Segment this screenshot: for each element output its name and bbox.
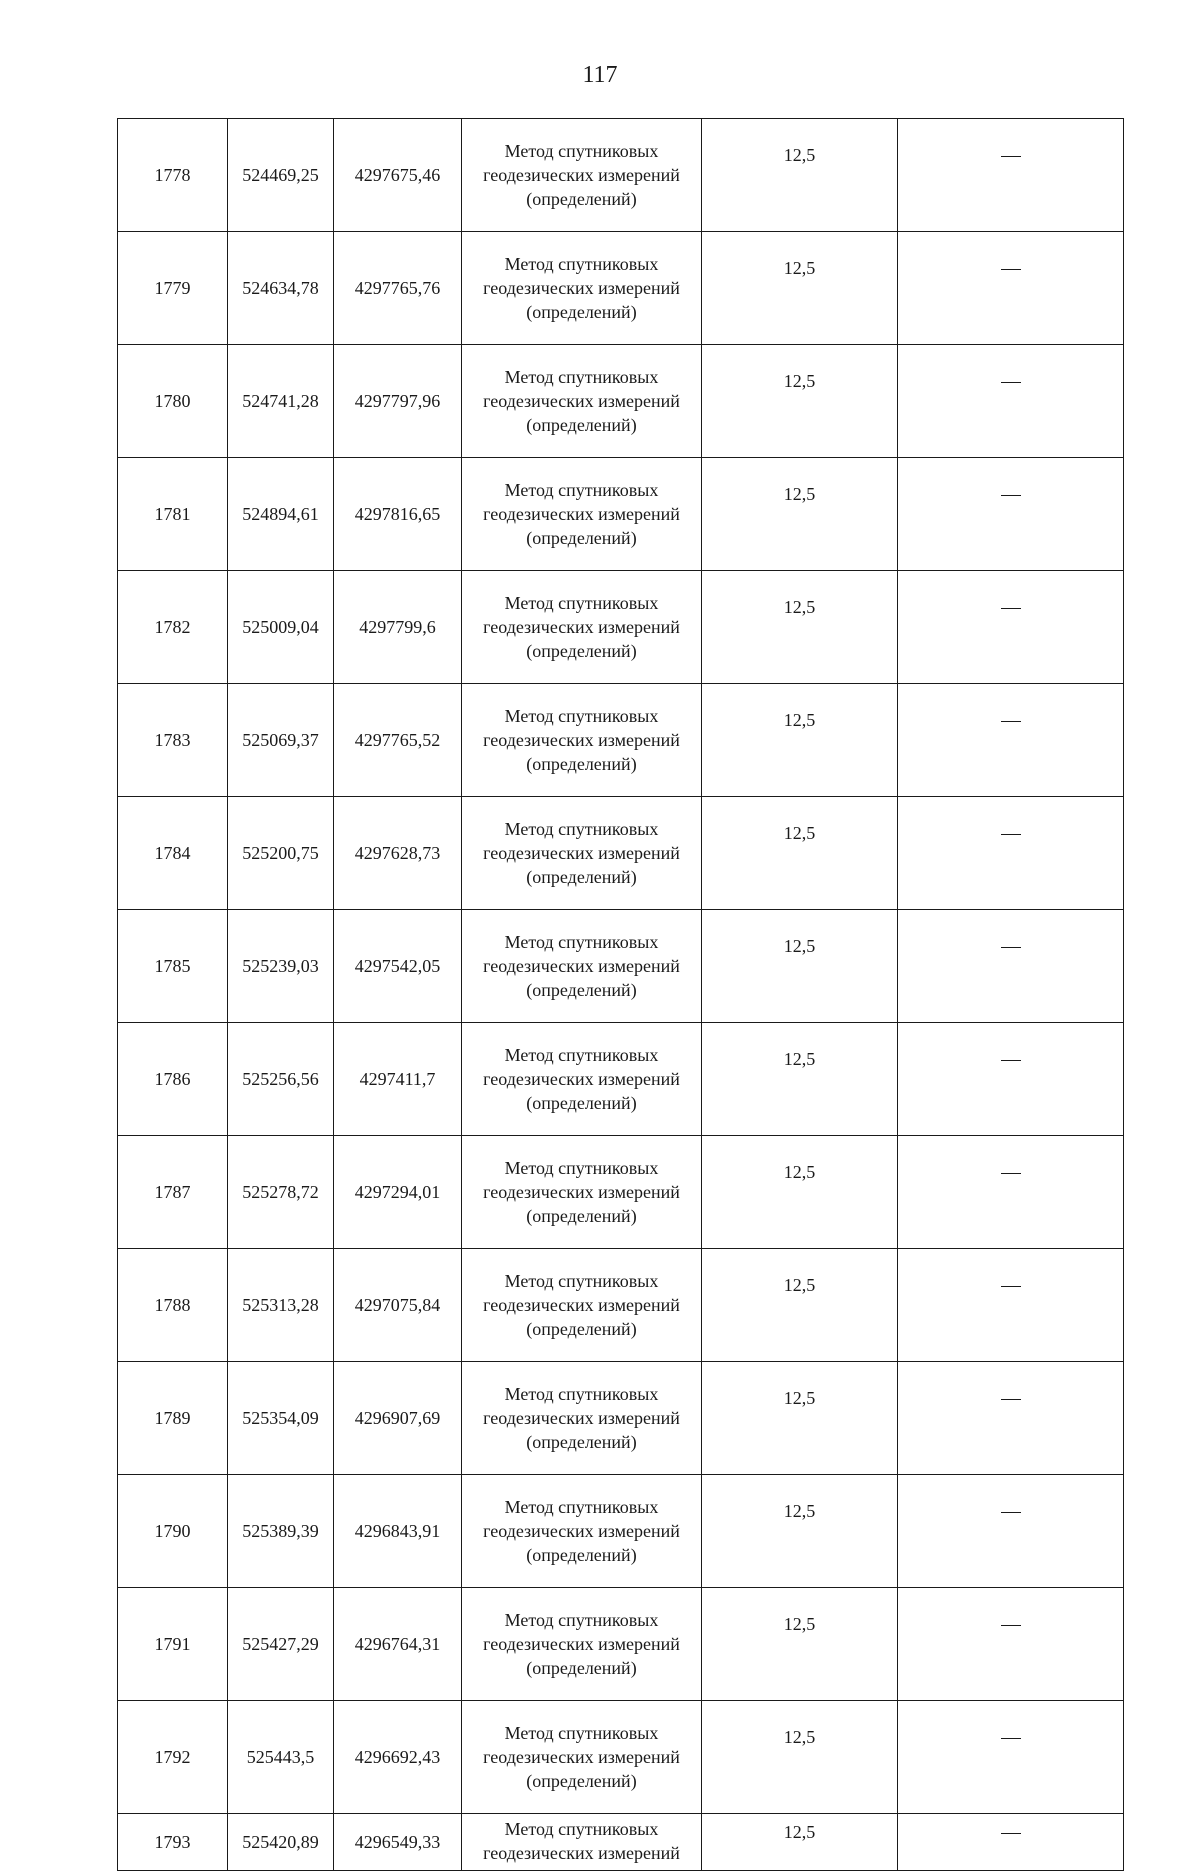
- x-coordinate-cell: 525420,89: [228, 1814, 334, 1871]
- point-number-cell: 1793: [118, 1814, 228, 1871]
- method-line: (определений): [526, 1319, 637, 1339]
- dash-mark: [1001, 156, 1021, 157]
- y-coordinate-cell: 4296549,33: [334, 1814, 462, 1871]
- coordinates-table: [117, 118, 1124, 1871]
- method-line: Метод спутниковых: [504, 593, 659, 613]
- table-row: [118, 1475, 1124, 1588]
- x-coordinate-cell: 525427,29: [228, 1588, 334, 1701]
- method-line: геодезических измерений: [483, 1634, 680, 1654]
- dash-mark: [1001, 1833, 1021, 1834]
- method-line: (определений): [526, 1093, 637, 1113]
- method-line: Метод спутниковых: [504, 819, 659, 839]
- y-coordinate-cell: 4297675,46: [334, 119, 462, 232]
- point-number-cell: 1788: [118, 1249, 228, 1362]
- method-cell: [462, 1701, 702, 1814]
- table-row: [118, 1136, 1124, 1249]
- y-coordinate-cell: 4297816,65: [334, 458, 462, 571]
- y-coordinate-cell: 4297765,76: [334, 232, 462, 345]
- method-line: (определений): [526, 415, 637, 435]
- dash-mark: [1001, 834, 1021, 835]
- table-row: [118, 1023, 1124, 1136]
- x-coordinate-cell: 524469,25: [228, 119, 334, 232]
- point-number-cell: 1792: [118, 1701, 228, 1814]
- method-line: Метод спутниковых: [504, 254, 659, 274]
- point-number-cell: 1787: [118, 1136, 228, 1249]
- table-row: [118, 232, 1124, 345]
- method-line: Метод спутниковых: [504, 1497, 659, 1517]
- accuracy-cell: 12,5: [702, 1023, 898, 1136]
- table-row: [118, 571, 1124, 684]
- table-row: [118, 1588, 1124, 1701]
- method-cell: [462, 910, 702, 1023]
- point-number-cell: 1783: [118, 684, 228, 797]
- method-line: геодезических измерений: [483, 1295, 680, 1315]
- note-cell: [898, 910, 1124, 1023]
- point-number-cell: 1780: [118, 345, 228, 458]
- point-number-cell: 1781: [118, 458, 228, 571]
- method-line: Метод спутниковых: [504, 1045, 659, 1065]
- method-line: (определений): [526, 867, 637, 887]
- dash-mark: [1001, 947, 1021, 948]
- method-cell: [462, 1249, 702, 1362]
- table-row: [118, 119, 1124, 232]
- y-coordinate-cell: 4297799,6: [334, 571, 462, 684]
- dash-mark: [1001, 1738, 1021, 1739]
- method-line: геодезических измерений: [483, 278, 680, 298]
- method-line: геодезических измерений: [483, 1408, 680, 1428]
- x-coordinate-cell: 525239,03: [228, 910, 334, 1023]
- method-line: (определений): [526, 1658, 637, 1678]
- accuracy-cell: 12,5: [702, 1249, 898, 1362]
- method-line: Метод спутниковых: [504, 932, 659, 952]
- x-coordinate-cell: 524634,78: [228, 232, 334, 345]
- x-coordinate-cell: 525069,37: [228, 684, 334, 797]
- dash-mark: [1001, 1625, 1021, 1626]
- method-line: (определений): [526, 754, 637, 774]
- table-row: [118, 1814, 1124, 1871]
- method-line: геодезических измерений: [483, 1182, 680, 1202]
- point-number-cell: 1784: [118, 797, 228, 910]
- point-number-cell: 1782: [118, 571, 228, 684]
- point-number-cell: 1789: [118, 1362, 228, 1475]
- accuracy-cell: 12,5: [702, 1475, 898, 1588]
- method-line: (определений): [526, 1545, 637, 1565]
- y-coordinate-cell: 4296692,43: [334, 1701, 462, 1814]
- method-line: геодезических измерений: [483, 843, 680, 863]
- method-line: геодезических измерений: [483, 391, 680, 411]
- method-line: геодезических измерений: [483, 1069, 680, 1089]
- table-row: [118, 910, 1124, 1023]
- point-number-cell: 1790: [118, 1475, 228, 1588]
- x-coordinate-cell: 525443,5: [228, 1701, 334, 1814]
- note-cell: [898, 119, 1124, 232]
- method-line: Метод спутниковых: [504, 1723, 659, 1743]
- note-cell: [898, 345, 1124, 458]
- note-cell: [898, 232, 1124, 345]
- accuracy-cell: 12,5: [702, 797, 898, 910]
- method-line: (определений): [526, 641, 637, 661]
- method-line: (определений): [526, 1771, 637, 1791]
- dash-mark: [1001, 1399, 1021, 1400]
- note-cell: [898, 797, 1124, 910]
- method-cell: [462, 1362, 702, 1475]
- method-line: (определений): [526, 189, 637, 209]
- method-line: Метод спутниковых: [504, 706, 659, 726]
- method-line: (определений): [526, 980, 637, 1000]
- note-cell: [898, 1701, 1124, 1814]
- accuracy-cell: 12,5: [702, 1136, 898, 1249]
- method-cell: [462, 232, 702, 345]
- method-line: (определений): [526, 528, 637, 548]
- table-row: [118, 1362, 1124, 1475]
- table-row: [118, 1249, 1124, 1362]
- note-cell: [898, 1814, 1124, 1871]
- table-row: [118, 458, 1124, 571]
- x-coordinate-cell: 524894,61: [228, 458, 334, 571]
- note-cell: [898, 1588, 1124, 1701]
- table-row: [118, 1701, 1124, 1814]
- dash-mark: [1001, 382, 1021, 383]
- x-coordinate-cell: 525389,39: [228, 1475, 334, 1588]
- dash-mark: [1001, 495, 1021, 496]
- note-cell: [898, 1475, 1124, 1588]
- dash-mark: [1001, 1512, 1021, 1513]
- accuracy-cell: 12,5: [702, 119, 898, 232]
- method-line: (определений): [526, 1206, 637, 1226]
- method-line: геодезических измерений: [483, 730, 680, 750]
- y-coordinate-cell: 4297075,84: [334, 1249, 462, 1362]
- x-coordinate-cell: 525354,09: [228, 1362, 334, 1475]
- dash-mark: [1001, 1286, 1021, 1287]
- method-cell: [462, 797, 702, 910]
- table-row: [118, 345, 1124, 458]
- method-line: Метод спутниковых: [504, 1610, 659, 1630]
- method-line: (определений): [526, 302, 637, 322]
- point-number-cell: 1778: [118, 119, 228, 232]
- method-line: Метод спутниковых: [504, 480, 659, 500]
- y-coordinate-cell: 4297411,7: [334, 1023, 462, 1136]
- dash-mark: [1001, 1060, 1021, 1061]
- dash-mark: [1001, 608, 1021, 609]
- accuracy-cell: 12,5: [702, 684, 898, 797]
- method-cell: [462, 684, 702, 797]
- method-cell: [462, 1136, 702, 1249]
- y-coordinate-cell: 4297294,01: [334, 1136, 462, 1249]
- method-line: геодезических измерений: [483, 165, 680, 185]
- point-number-cell: 1791: [118, 1588, 228, 1701]
- note-cell: [898, 571, 1124, 684]
- y-coordinate-cell: 4296843,91: [334, 1475, 462, 1588]
- method-line: (определений): [526, 1432, 637, 1452]
- x-coordinate-cell: 524741,28: [228, 345, 334, 458]
- dash-mark: [1001, 269, 1021, 270]
- method-cell: [462, 1023, 702, 1136]
- method-line: геодезических измерений: [483, 617, 680, 637]
- method-line: геодезических измерений: [483, 1843, 680, 1863]
- method-cell: [462, 119, 702, 232]
- method-line: Метод спутниковых: [504, 1158, 659, 1178]
- dash-mark: [1001, 721, 1021, 722]
- accuracy-cell: 12,5: [702, 571, 898, 684]
- accuracy-cell: 12,5: [702, 232, 898, 345]
- note-cell: [898, 1136, 1124, 1249]
- method-line: геодезических измерений: [483, 1747, 680, 1767]
- method-line: геодезических измерений: [483, 956, 680, 976]
- method-line: Метод спутниковых: [504, 1819, 659, 1839]
- method-line: геодезических измерений: [483, 504, 680, 524]
- x-coordinate-cell: 525200,75: [228, 797, 334, 910]
- note-cell: [898, 684, 1124, 797]
- y-coordinate-cell: 4297765,52: [334, 684, 462, 797]
- accuracy-cell: 12,5: [702, 1362, 898, 1475]
- x-coordinate-cell: 525313,28: [228, 1249, 334, 1362]
- y-coordinate-cell: 4297797,96: [334, 345, 462, 458]
- x-coordinate-cell: 525278,72: [228, 1136, 334, 1249]
- y-coordinate-cell: 4297628,73: [334, 797, 462, 910]
- x-coordinate-cell: 525256,56: [228, 1023, 334, 1136]
- method-cell: [462, 1588, 702, 1701]
- method-line: Метод спутниковых: [504, 1384, 659, 1404]
- method-cell: [462, 1814, 702, 1871]
- accuracy-cell: 12,5: [702, 458, 898, 571]
- x-coordinate-cell: 525009,04: [228, 571, 334, 684]
- note-cell: [898, 458, 1124, 571]
- y-coordinate-cell: 4296764,31: [334, 1588, 462, 1701]
- method-cell: [462, 1475, 702, 1588]
- note-cell: [898, 1023, 1124, 1136]
- method-line: Метод спутниковых: [504, 367, 659, 387]
- y-coordinate-cell: 4297542,05: [334, 910, 462, 1023]
- accuracy-cell: 12,5: [702, 345, 898, 458]
- point-number-cell: 1779: [118, 232, 228, 345]
- point-number-cell: 1785: [118, 910, 228, 1023]
- accuracy-cell: 12,5: [702, 1814, 898, 1871]
- method-cell: [462, 345, 702, 458]
- method-line: Метод спутниковых: [504, 141, 659, 161]
- table-body: [118, 119, 1124, 1871]
- note-cell: [898, 1249, 1124, 1362]
- y-coordinate-cell: 4296907,69: [334, 1362, 462, 1475]
- dash-mark: [1001, 1173, 1021, 1174]
- method-cell: [462, 571, 702, 684]
- note-cell: [898, 1362, 1124, 1475]
- method-cell: [462, 458, 702, 571]
- accuracy-cell: 12,5: [702, 1588, 898, 1701]
- table-row: [118, 797, 1124, 910]
- point-number-cell: 1786: [118, 1023, 228, 1136]
- page-number: 117: [582, 62, 618, 88]
- table-row: [118, 684, 1124, 797]
- method-line: Метод спутниковых: [504, 1271, 659, 1291]
- accuracy-cell: 12,5: [702, 1701, 898, 1814]
- accuracy-cell: 12,5: [702, 910, 898, 1023]
- method-line: геодезических измерений: [483, 1521, 680, 1541]
